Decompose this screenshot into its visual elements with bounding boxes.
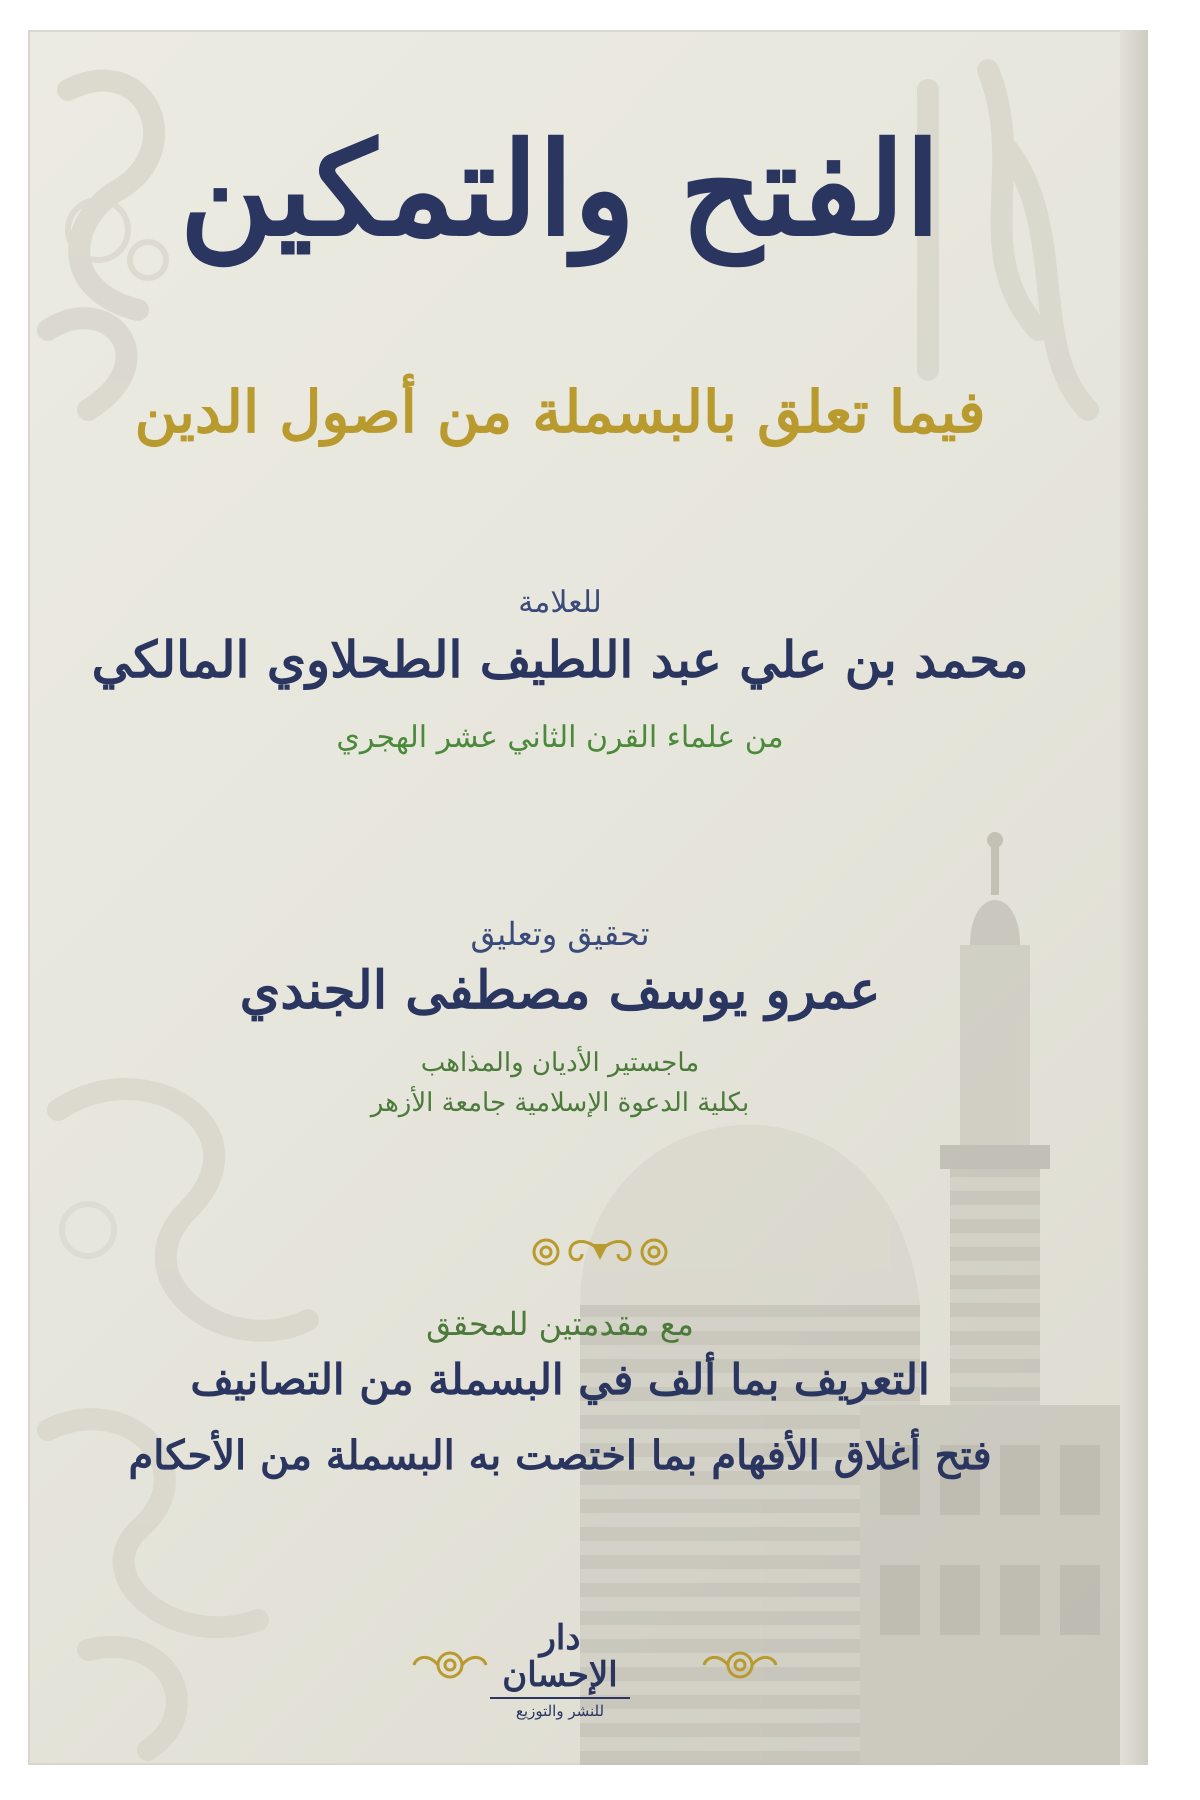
book-subtitle: فيما تعلق بالبسملة من أصول الدين bbox=[134, 378, 986, 446]
editor-name: عمرو يوسف مصطفى الجندي bbox=[239, 960, 881, 1021]
left-scroll-ornament-icon bbox=[410, 1645, 490, 1685]
intro-1-title: التعريف بما ألف في البسملة من التصانيف bbox=[190, 1355, 930, 1404]
publisher-tagline: للنشر والتوزيع bbox=[515, 1701, 605, 1720]
book-cover bbox=[28, 30, 1148, 1765]
gold-scroll-ornament-icon bbox=[520, 1232, 680, 1272]
intro-2-title: فتح أغلاق الأفهام بما اختصت به البسملة من الأحكام bbox=[128, 1432, 992, 1479]
publisher-logo bbox=[490, 1620, 630, 1720]
author-prefix: للعلامة bbox=[518, 585, 602, 620]
editor-college: بكلية الدعوة الإسلامية جامعة الأزهر bbox=[370, 1088, 750, 1118]
editor-prefix: تحقيق وتعليق bbox=[470, 915, 650, 953]
right-scroll-ornament-icon bbox=[700, 1645, 780, 1685]
author-era: من علماء القرن الثاني عشر الهجري bbox=[336, 720, 784, 755]
publisher-name: دار الإحسان bbox=[490, 1620, 630, 1699]
intros-label: مع مقدمتين للمحقق bbox=[426, 1305, 694, 1343]
spine-edge bbox=[1120, 30, 1148, 1765]
author-name: محمد بن علي عبد اللطيف الطحلاوي المالكي bbox=[91, 630, 1029, 689]
book-title: الفتح والتمكين bbox=[179, 115, 941, 265]
editor-degree: ماجستير الأديان والمذاهب bbox=[420, 1048, 700, 1078]
